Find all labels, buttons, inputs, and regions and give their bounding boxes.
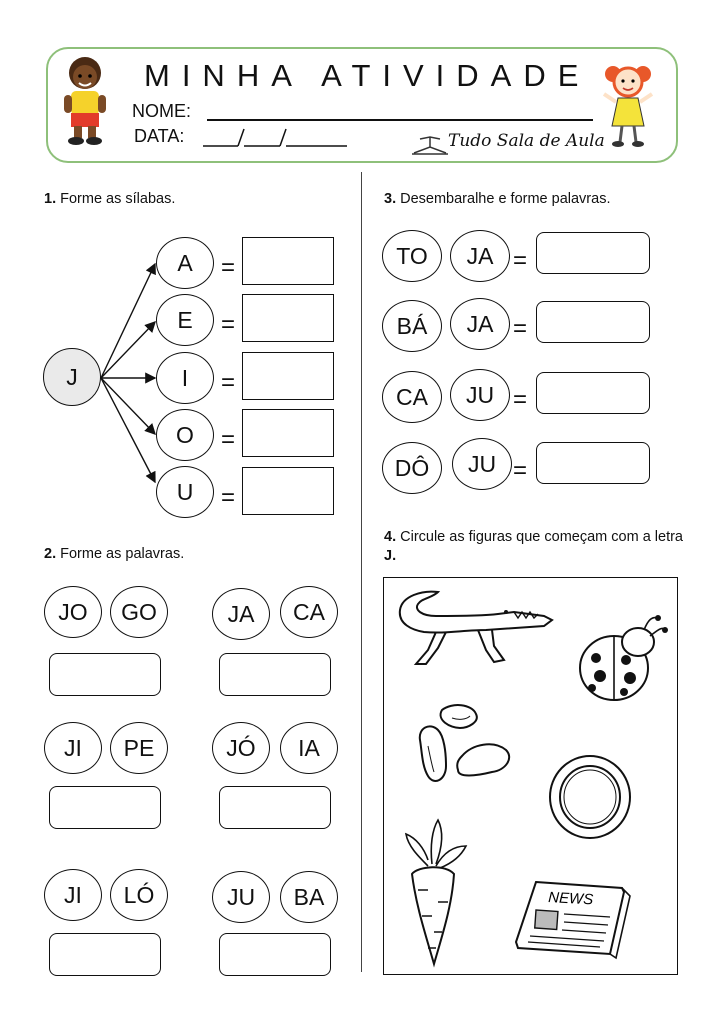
worksheet-title: MINHA ATIVIDADE	[144, 58, 591, 93]
answer-box[interactable]	[242, 237, 334, 285]
syllable-circle: BA	[280, 871, 338, 923]
vowel-circle: O	[156, 409, 214, 461]
boy-icon	[58, 55, 112, 147]
equals-sign: =	[221, 254, 236, 281]
equals-sign: =	[513, 386, 528, 413]
syllable-circle: BÁ	[382, 300, 442, 352]
q3-title: 3. Desembaralhe e forme palavras.	[384, 191, 611, 207]
syllable-circle: JU	[450, 369, 510, 421]
equals-sign: =	[221, 311, 236, 338]
syllable-circle: CA	[382, 371, 442, 423]
word-answer-box[interactable]	[536, 442, 650, 484]
carrot-icon[interactable]	[398, 816, 470, 968]
consonant-circle: J	[43, 348, 101, 406]
equals-sign: =	[221, 369, 236, 396]
equals-sign: =	[221, 426, 236, 453]
syllable-circle: GO	[110, 586, 168, 638]
equals-sign: =	[513, 247, 528, 274]
syllable-circle: TO	[382, 230, 442, 282]
word-answer-box[interactable]	[536, 301, 650, 343]
equals-sign: =	[221, 484, 236, 511]
vowel-circle: E	[156, 294, 214, 346]
vowel-circle: I	[156, 352, 214, 404]
syllable-circle: JA	[212, 588, 270, 640]
q1-title: 1. Forme as sílabas.	[44, 191, 176, 207]
syllable-circle: PE	[110, 722, 168, 774]
newspaper-icon[interactable]	[514, 878, 632, 962]
ladybug-icon[interactable]	[570, 610, 668, 708]
syllable-circle: LÓ	[110, 869, 168, 921]
syllable-circle: JO	[44, 586, 102, 638]
girl-icon	[600, 60, 656, 150]
plate-icon[interactable]	[546, 752, 634, 842]
syllable-circle: JI	[44, 869, 102, 921]
news-text: NEWS	[547, 889, 594, 909]
q2-title: 2. Forme as palavras.	[44, 546, 185, 562]
syllable-circle: JU	[452, 438, 512, 490]
column-divider	[361, 172, 362, 972]
syllable-circle: JI	[44, 722, 102, 774]
equals-sign: =	[513, 457, 528, 484]
answer-box[interactable]	[242, 294, 334, 342]
date-field[interactable]	[202, 127, 352, 149]
q1-arrows	[95, 250, 165, 490]
syllable-circle: JÓ	[212, 722, 270, 774]
word-answer-box[interactable]	[219, 786, 331, 829]
alligator-icon[interactable]	[394, 590, 556, 676]
q4-title: 4. Circule as figuras que começam com a letra J.	[384, 529, 683, 564]
answer-box[interactable]	[242, 467, 334, 515]
word-answer-box[interactable]	[536, 372, 650, 414]
syllable-circle: IA	[280, 722, 338, 774]
name-line[interactable]	[207, 119, 593, 121]
word-answer-box[interactable]	[219, 933, 331, 976]
word-answer-box[interactable]	[49, 653, 161, 696]
syllable-circle: JA	[450, 230, 510, 282]
word-answer-box[interactable]	[49, 933, 161, 976]
syllable-circle: JA	[450, 298, 510, 350]
answer-box[interactable]	[242, 409, 334, 457]
date-label: DATA:	[134, 126, 185, 146]
answer-box[interactable]	[242, 352, 334, 400]
brand-logo: Tudo Sala de Aula	[448, 131, 605, 151]
word-answer-box[interactable]	[49, 786, 161, 829]
word-answer-box[interactable]	[536, 232, 650, 274]
name-label: NOME:	[132, 101, 192, 121]
book-icon	[412, 133, 448, 155]
vowel-circle: U	[156, 466, 214, 518]
vowel-circle: A	[156, 237, 214, 289]
equals-sign: =	[513, 315, 528, 342]
word-answer-box[interactable]	[219, 653, 331, 696]
syllable-circle: DÔ	[382, 442, 442, 494]
beans-icon[interactable]	[412, 700, 516, 792]
syllable-circle: JU	[212, 871, 270, 923]
syllable-circle: CA	[280, 586, 338, 638]
